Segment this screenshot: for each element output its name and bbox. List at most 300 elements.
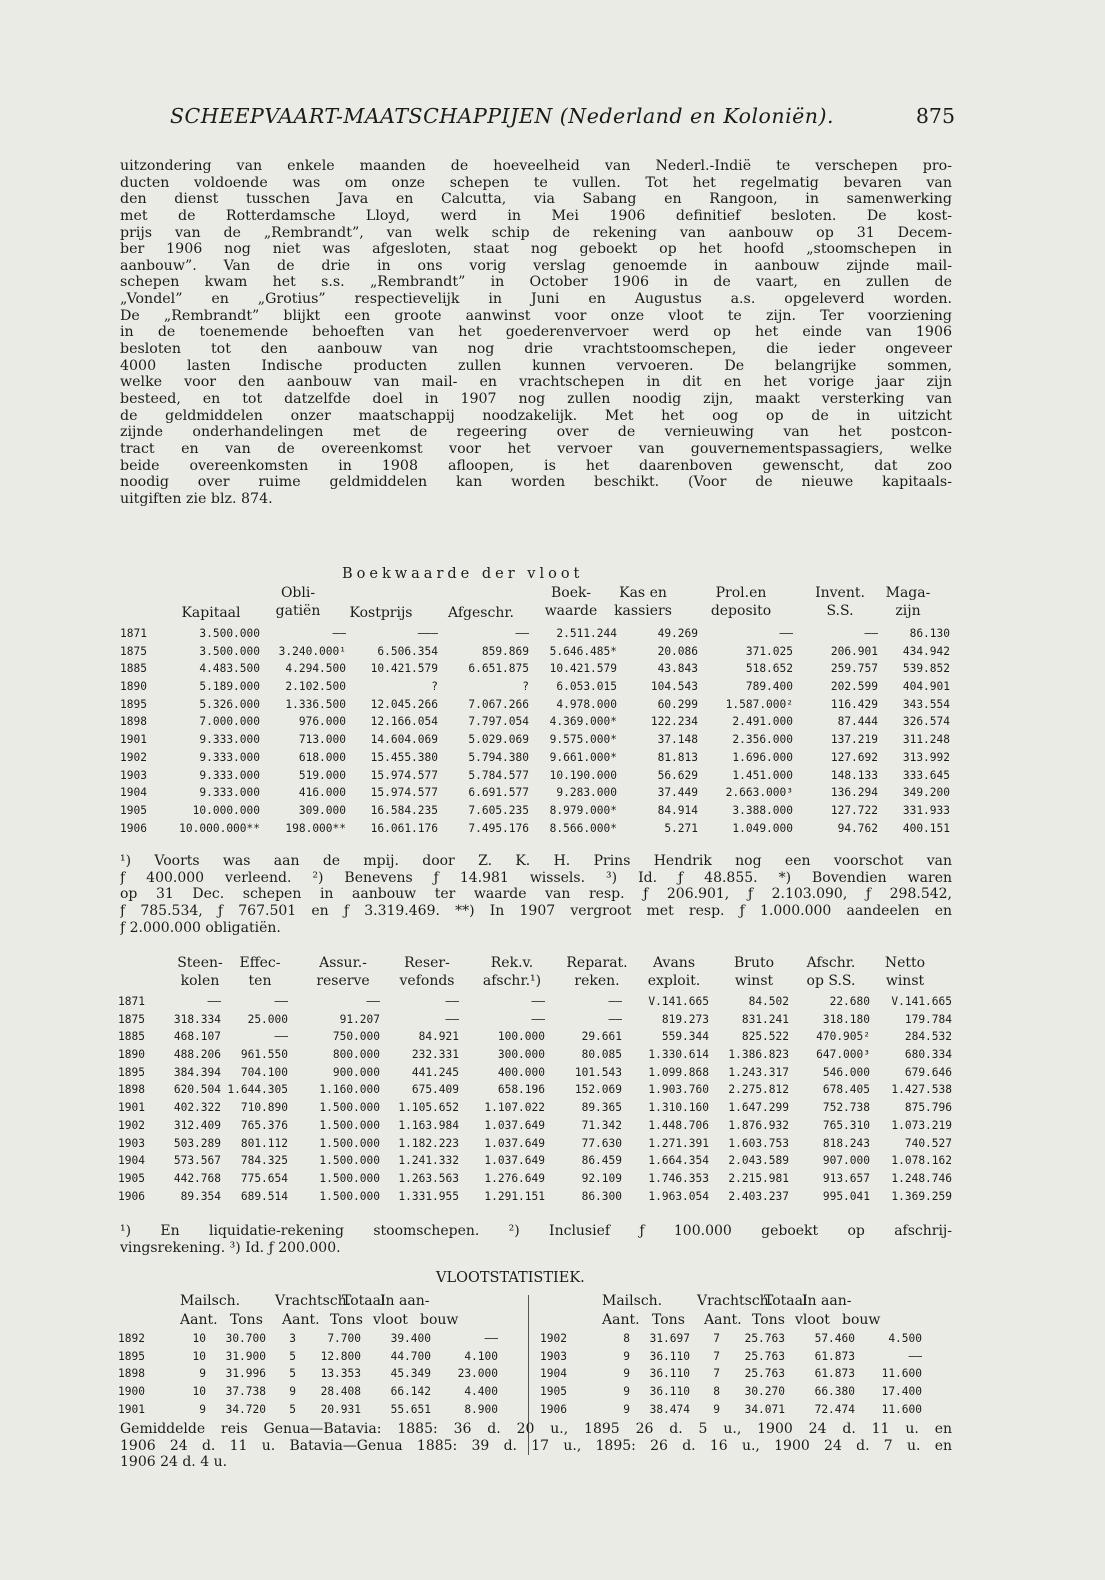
table-cell: 127.692 <box>830 750 878 764</box>
paragraph-line: schepen kwam het s.s. „Rembrandt” in October 1906 in de vaart, en zullen de <box>120 274 952 291</box>
table-cell: 9.283.000 <box>556 786 617 800</box>
table-cell: 5 <box>289 1402 296 1416</box>
table-cell: 402.322 <box>173 1101 221 1115</box>
table-cell: 752.738 <box>822 1101 870 1115</box>
table-cell: 2.403.237 <box>728 1189 789 1203</box>
table-cell: 9 <box>623 1349 630 1363</box>
table-cell: 179.784 <box>904 1012 952 1026</box>
table-cell: 94.762 <box>837 821 878 835</box>
table-cell: 875.796 <box>904 1101 952 1115</box>
table-cell: 8 <box>623 1332 630 1345</box>
table-cell: 416.000 <box>298 786 346 800</box>
sub-header: Aant. <box>704 1312 742 1328</box>
table-cell: —— <box>366 995 380 1008</box>
table-cell: 37.148 <box>657 733 698 747</box>
sub-header: Tons <box>752 1312 785 1328</box>
table-cell: 10.421.579 <box>370 662 438 676</box>
table-cell: 9 <box>289 1385 296 1399</box>
table-cell: 17.400 <box>881 1385 922 1399</box>
table-cell: 25.000 <box>247 1012 288 1026</box>
table-cell: 60.299 <box>657 697 698 711</box>
table-cell: 12.166.054 <box>370 715 438 729</box>
table-cell: 1892 <box>118 1332 145 1345</box>
table-cell: 2.275.812 <box>728 1083 789 1097</box>
table-cell: 136.294 <box>830 786 878 800</box>
table-cell: 13.353 <box>320 1367 361 1381</box>
table-cell: 28.408 <box>320 1385 361 1399</box>
table-cell: 5.794.380 <box>468 750 529 764</box>
table-cell: 5.784.577 <box>468 768 529 782</box>
table-cell: 326.574 <box>902 715 950 729</box>
table-cell: 488.206 <box>173 1048 221 1062</box>
table-cell: 232.331 <box>411 1048 459 1062</box>
table-row <box>120 731 952 749</box>
table-cell: 5.189.000 <box>199 680 260 694</box>
table-cell: 5.271 <box>664 821 698 835</box>
table1-body <box>120 625 952 837</box>
table-cell: 300.000 <box>497 1048 545 1062</box>
table-cell: 10 <box>192 1349 206 1363</box>
table-cell: 89.365 <box>581 1101 622 1115</box>
table-row <box>118 1383 528 1401</box>
column-header: winst <box>734 973 774 989</box>
column-header: reken. <box>574 973 620 989</box>
table-cell: 1885 <box>120 662 147 676</box>
table-row <box>120 678 952 696</box>
table-row <box>118 1152 954 1170</box>
paragraph-line: ducten voldoende was om onze schepen te vullen. Tot het regelmatig bevaren van <box>120 174 952 191</box>
column-header: Maga- <box>885 585 931 601</box>
table-cell: 1895 <box>120 697 147 711</box>
paragraph-line: zijnde onderhandelingen met de regeering over de vernieuwing van het postcon- <box>120 424 952 441</box>
table-cell: 441.245 <box>411 1065 459 1079</box>
table-cell: 704.100 <box>240 1065 288 1079</box>
table-cell: 9 <box>623 1385 630 1399</box>
table-cell: 71.342 <box>581 1118 622 1132</box>
table-cell: 5.029.069 <box>468 733 529 747</box>
table-cell: 37.738 <box>225 1385 266 1399</box>
table2-body <box>118 993 954 1205</box>
vloot-right-table <box>540 1330 952 1418</box>
table-cell: 1902 <box>118 1118 145 1132</box>
table-cell: 1890 <box>118 1048 145 1062</box>
column-header: op S.S. <box>806 973 856 989</box>
table-cell: 442.768 <box>173 1171 221 1185</box>
table-cell: 72.474 <box>814 1402 855 1416</box>
table-cell: 1.500.000 <box>319 1118 380 1132</box>
table-cell: 1.105.652 <box>398 1101 459 1115</box>
paragraph-line: uitzondering van enkele maanden de hoeveelheid van Nederl.-Indië te verschepen pro- <box>120 158 952 174</box>
table-cell: 12.800 <box>320 1349 361 1363</box>
table-cell: 800.000 <box>332 1048 380 1062</box>
table-cell: 1871 <box>118 995 145 1008</box>
table-cell: 1.386.823 <box>728 1048 789 1062</box>
table-row <box>540 1383 952 1401</box>
table-cell: 573.567 <box>173 1154 221 1168</box>
table-row <box>120 784 952 802</box>
table-cell: 7.797.054 <box>468 715 529 729</box>
table-cell: 206.901 <box>830 644 878 658</box>
table-row <box>118 1401 528 1419</box>
table2-footnotes <box>120 1223 952 1256</box>
table-row <box>120 643 952 661</box>
table-cell: 10.421.579 <box>549 662 617 676</box>
table-cell: 152.069 <box>574 1083 622 1097</box>
column-header: Afschr. <box>806 955 856 971</box>
table-cell: 1.500.000 <box>319 1101 380 1115</box>
table-cell: 1.099.868 <box>648 1065 709 1079</box>
table-cell: 318.180 <box>822 1012 870 1026</box>
table-cell: 313.992 <box>902 750 950 764</box>
table-cell: 618.000 <box>298 750 346 764</box>
paragraph-line: tract en van de overeenkomst voor het vervoer van gouvernementspassagiers, welke <box>120 440 952 457</box>
table-row <box>118 1170 954 1188</box>
table-cell: 689.514 <box>240 1189 288 1203</box>
table-cell: 11.600 <box>881 1367 922 1381</box>
table-cell: 1.037.649 <box>484 1118 545 1132</box>
table-cell: 38.474 <box>649 1402 690 1416</box>
table-cell: 1903 <box>120 768 147 782</box>
table-row <box>118 1046 954 1064</box>
table-cell: 1903 <box>540 1349 567 1363</box>
table-cell: 658.196 <box>497 1083 545 1097</box>
table-cell: 34.071 <box>744 1402 785 1416</box>
table-cell: 309.000 <box>298 803 346 817</box>
column-header: waarde <box>544 603 598 619</box>
paragraph-line: beide overeenkomsten in 1908 afloopen, is het daarenboven gewenscht, dat zoo <box>120 457 952 474</box>
table-cell: —— <box>531 1012 545 1026</box>
table-cell: 86.130 <box>909 627 950 640</box>
column-header: Afgeschr. <box>448 605 514 621</box>
table-cell: 775.654 <box>240 1171 288 1185</box>
table-cell: 384.394 <box>173 1065 221 1079</box>
column-header: afschr.¹) <box>482 973 542 989</box>
column-header: Reparat. <box>566 955 628 971</box>
table-cell: 1.336.500 <box>285 697 346 711</box>
table-cell: 1.603.753 <box>728 1136 789 1150</box>
table-cell: 470.905² <box>816 1030 870 1044</box>
table-cell: 56.629 <box>657 768 698 782</box>
table-cell: 4.294.500 <box>285 662 346 676</box>
table-cell: 559.344 <box>661 1030 709 1044</box>
table-cell: 6.506.354 <box>377 644 438 658</box>
table-cell: 1.903.760 <box>648 1083 709 1097</box>
table-cell: 1.500.000 <box>319 1171 380 1185</box>
table-cell: 116.429 <box>830 697 878 711</box>
table-cell: 9 <box>623 1367 630 1381</box>
table1-title: Boekwaarde der vloot <box>342 566 584 582</box>
group-header: Totaal <box>764 1293 808 1309</box>
table-cell: 12.045.266 <box>370 697 438 711</box>
table-cell: 5.646.485* <box>549 644 617 658</box>
paragraph-line: met de Rotterdamsche Lloyd, werd in Mei 1906 definitief besloten. De kost- <box>120 207 952 224</box>
table-row <box>120 767 952 785</box>
column-header: kassiers <box>614 603 672 619</box>
group-header: Totaal <box>342 1293 386 1309</box>
text-line: ¹) En liquidatie-rekening stoomschepen. ²) Inclusief ƒ 100.000 geboekt op afschrij- <box>120 1223 952 1239</box>
sub-header: vloot <box>373 1312 408 1328</box>
column-header: Kas en <box>619 585 667 601</box>
table-cell: 1901 <box>120 733 147 747</box>
paragraph-line: uitgiften zie blz. 874. <box>120 490 273 507</box>
table-cell: —— <box>274 995 288 1008</box>
table-cell: 1901 <box>118 1402 145 1416</box>
column-header: Bruto <box>733 955 775 971</box>
table-cell: 1.243.317 <box>728 1065 789 1079</box>
paragraph-line: besloten tot den aanbouw van nog drie vrachtstoomschepen, die ieder ongeveer <box>120 341 952 358</box>
table-cell: 9.333.000 <box>199 750 260 764</box>
table-cell: 333.645 <box>902 768 950 782</box>
table-cell: 400.151 <box>902 821 950 835</box>
table-row <box>118 1365 528 1383</box>
table-cell: 8 <box>713 1385 720 1399</box>
text-line: ¹) Voorts was aan de mpij. door Z. K. H. Prins Hendrik nog een voorschot van <box>120 853 952 869</box>
table-cell: 31.900 <box>225 1349 266 1363</box>
table-cell: 859.869 <box>481 644 529 658</box>
table-cell: 311.248 <box>902 733 950 747</box>
table-cell: 4.100 <box>464 1349 498 1363</box>
table-cell: 9 <box>199 1367 206 1381</box>
table-cell: 546.000 <box>822 1065 870 1079</box>
table-row <box>118 1330 528 1348</box>
text-line: op 31 Dec. schepen in aanbouw ter waarde van resp. ƒ 206.901, ƒ 2.103.090, ƒ 298.542, <box>120 886 952 903</box>
table-cell: 14.604.069 <box>370 733 438 747</box>
table-cell: 1.647.299 <box>728 1101 789 1115</box>
column-header: zijn <box>895 603 921 619</box>
table-cell: 49.269 <box>657 627 698 640</box>
table-cell: 5 <box>289 1349 296 1363</box>
table-cell: 22.680 <box>829 995 870 1008</box>
text-line: Gemiddelde reis Genua—Batavia: 1885: 36 d. 20 u., 1895 26 d. 5 u., 1900 24 d. 11 u. en <box>120 1421 952 1437</box>
table-cell: 961.550 <box>240 1048 288 1062</box>
table-cell: 680.334 <box>904 1048 952 1062</box>
table-cell: 6.053.015 <box>556 680 617 694</box>
table-cell: 77.630 <box>581 1136 622 1150</box>
table-cell: 1.160.000 <box>319 1083 380 1097</box>
table-cell: 1.248.746 <box>891 1171 952 1185</box>
table-row <box>118 1188 954 1206</box>
table-cell: 675.409 <box>411 1083 459 1097</box>
table-cell: 1.500.000 <box>319 1136 380 1150</box>
table-row <box>118 1064 954 1082</box>
table-cell: 349.200 <box>902 786 950 800</box>
table-cell: 6.691.577 <box>468 786 529 800</box>
table-cell: 1898 <box>118 1367 145 1381</box>
table-cell: 1.369.259 <box>891 1189 952 1203</box>
table-cell: 995.041 <box>822 1189 870 1203</box>
table-cell: 6.651.875 <box>468 662 529 676</box>
column-header: kolen <box>180 973 220 989</box>
table-cell: 4.483.500 <box>199 662 260 676</box>
table-row <box>118 1135 954 1153</box>
table-cell: 9 <box>199 1402 206 1416</box>
table-cell: 5 <box>289 1367 296 1381</box>
running-title: SCHEEPVAART-MAATSCHAPPIJEN (Nederland en Koloniën). <box>170 104 834 128</box>
table-row <box>540 1348 952 1366</box>
table-cell: —— <box>274 1030 288 1044</box>
table-row <box>118 1099 954 1117</box>
table-cell: 343.554 <box>902 697 950 711</box>
paragraph-line: aanbouw”. Van de drie in ons vorig verslag genoemde in aanbouw zijnde mail- <box>120 257 952 274</box>
table-cell: 91.207 <box>339 1012 380 1026</box>
text-line: 1906 24 d. 11 u. Batavia—Genua 1885: 39 d. 17 u., 1895: 26 d. 16 u., 1900 24 d. 7 u. en <box>120 1437 952 1454</box>
table-cell: 1906 <box>540 1402 567 1416</box>
column-header: Netto <box>884 955 926 971</box>
table-cell: 2.491.000 <box>732 715 793 729</box>
table-cell: 371.025 <box>745 644 793 658</box>
table-cell: 3 <box>289 1332 296 1345</box>
column-header: Avans <box>653 955 695 971</box>
table-cell: 9.333.000 <box>199 733 260 747</box>
column-header: gatiën <box>275 603 321 619</box>
table-cell: 20.931 <box>320 1402 361 1416</box>
table-cell: 4.369.000* <box>549 715 617 729</box>
table-cell: 784.325 <box>240 1154 288 1168</box>
table-cell: 10.000.000** <box>179 821 260 835</box>
table-cell: 765.310 <box>822 1118 870 1132</box>
group-header: In aan- <box>802 1293 852 1309</box>
table-cell: 2.511.244 <box>556 627 617 640</box>
sub-header: Tons <box>652 1312 685 1328</box>
table-cell: 7.495.176 <box>468 821 529 835</box>
table-cell: 710.890 <box>240 1101 288 1115</box>
table-cell: —— <box>864 627 878 640</box>
table-cell: 122.234 <box>650 715 698 729</box>
table-cell: 312.409 <box>173 1118 221 1132</box>
table-cell: 39.400 <box>390 1332 431 1345</box>
table-cell: ——— <box>417 627 438 640</box>
table-cell: 104.543 <box>650 680 698 694</box>
table-cell: 7 <box>713 1349 720 1363</box>
table-cell: 1.746.353 <box>648 1171 709 1185</box>
paragraph-line: De „Rembrandt” blijkt een groote aanwinst voor onze vloot te zijn. Ter voorziening <box>120 307 952 324</box>
table-cell: 976.000 <box>298 715 346 729</box>
paragraph-line: ber 1906 nog niet was afgesloten, staat nog geboekt op het hoofd „stoomschepen in <box>120 241 952 258</box>
table-cell: 137.219 <box>830 733 878 747</box>
table-cell: 740.527 <box>904 1136 952 1150</box>
table-cell: 84.502 <box>748 995 789 1008</box>
paragraph-line: „Vondel” en „Grotius” respectievelijk in Juni en Augustus a.s. opgeleverd worden. <box>120 291 952 308</box>
table-cell: 831.241 <box>741 1012 789 1026</box>
table-cell: 1905 <box>540 1385 567 1399</box>
table-cell: 1871 <box>120 627 147 640</box>
table-cell: 29.661 <box>581 1030 622 1044</box>
table-cell: 434.942 <box>902 644 950 658</box>
table-cell: 86.300 <box>581 1189 622 1203</box>
table-cell: 818.243 <box>822 1136 870 1150</box>
table-cell: 1.310.160 <box>648 1101 709 1115</box>
table-cell: —— <box>332 627 346 640</box>
column-header: S.S. <box>826 603 854 619</box>
column-header: vefonds <box>399 973 455 989</box>
table-cell: 1906 <box>118 1189 145 1203</box>
table-cell: 7.067.266 <box>468 697 529 711</box>
table-cell: 1904 <box>118 1154 145 1168</box>
table-cell: —— <box>484 1332 498 1345</box>
table-cell: 148.133 <box>830 768 878 782</box>
table-cell: 25.763 <box>744 1332 785 1345</box>
table-cell: 1.078.162 <box>891 1154 952 1168</box>
table-cell: 7.605.235 <box>468 803 529 817</box>
table-cell: 1902 <box>120 750 147 764</box>
table-cell: 825.522 <box>741 1030 789 1044</box>
table-cell: 4.500 <box>888 1332 922 1345</box>
table-cell: 1895 <box>118 1349 145 1363</box>
table-row <box>120 802 952 820</box>
table-cell: —— <box>608 1012 622 1026</box>
table-cell: 1.500.000 <box>319 1154 380 1168</box>
paragraph-line: den dienst tusschen Java en Calcutta, via Sabang en Rangoon, in samenwerking <box>120 191 952 208</box>
table-cell: 907.000 <box>822 1154 870 1168</box>
table-cell: 8.900 <box>464 1402 498 1416</box>
table-cell: 45.349 <box>390 1367 431 1381</box>
table-cell: 2.356.000 <box>732 733 793 747</box>
table-cell: 25.763 <box>744 1367 785 1381</box>
table-row <box>118 993 954 1011</box>
table-row <box>540 1401 952 1419</box>
table-row <box>120 820 952 838</box>
table-cell: 3.388.000 <box>732 803 793 817</box>
column-header: Kostprijs <box>349 605 413 621</box>
table-cell: 1.427.538 <box>891 1083 952 1097</box>
table-cell: 1.448.706 <box>648 1118 709 1132</box>
table-cell: —— <box>608 995 622 1008</box>
table-row <box>118 1348 528 1366</box>
table-cell: 30.270 <box>744 1385 785 1399</box>
table-cell: 36.110 <box>649 1349 690 1363</box>
sub-header: Aant. <box>602 1312 640 1328</box>
table-cell: —— <box>779 627 793 640</box>
column-header: Obli- <box>280 585 316 601</box>
table-cell: 7 <box>713 1367 720 1381</box>
group-header: Vrachtsch. <box>275 1293 352 1309</box>
table-cell: 3.500.000 <box>199 627 260 640</box>
column-header: Invent. <box>815 585 865 601</box>
column-header: Steen- <box>177 955 223 971</box>
table-cell: 1904 <box>540 1367 567 1381</box>
table-cell: 1902 <box>540 1332 567 1345</box>
paragraph-line: welke voor den aanbouw van mail- en vrachtschepen in dit en het vorige jaar zijn <box>120 374 952 391</box>
table-cell: 66.380 <box>814 1385 855 1399</box>
table-cell: 801.112 <box>240 1136 288 1150</box>
group-header: Mailsch. <box>602 1293 663 1309</box>
table-cell: 620.504 <box>173 1083 221 1097</box>
table-cell: 1875 <box>118 1012 145 1026</box>
text-line: vingsrekening. ³) Id. ƒ 200.000. <box>120 1239 341 1256</box>
column-header: winst <box>885 973 925 989</box>
table-cell: 647.000³ <box>816 1048 870 1062</box>
table-cell: 713.000 <box>298 733 346 747</box>
table-cell: 4.978.000 <box>556 697 617 711</box>
table-cell: 519.000 <box>298 768 346 782</box>
table-cell: 331.933 <box>902 803 950 817</box>
table-cell: 84.914 <box>657 803 698 817</box>
table-row <box>118 1028 954 1046</box>
text-line: ƒ 2.000.000 obligatiën. <box>120 919 281 936</box>
table-cell: 1.271.391 <box>648 1136 709 1150</box>
table-cell: 1.037.649 <box>484 1154 545 1168</box>
table-cell: 1905 <box>120 803 147 817</box>
column-header: Assur.- <box>319 955 367 971</box>
table-cell: 1.182.223 <box>398 1136 459 1150</box>
table-cell: 1901 <box>118 1101 145 1115</box>
table-cell: —— <box>531 995 545 1008</box>
table-row <box>118 1081 954 1099</box>
table-row <box>120 713 952 731</box>
paragraph-line: prijs van de „Rembrandt”, van welk schip de rekening van aanbouw op 31 Decem- <box>120 224 952 241</box>
group-header: In aan- <box>380 1293 430 1309</box>
table-cell: 1.664.354 <box>648 1154 709 1168</box>
